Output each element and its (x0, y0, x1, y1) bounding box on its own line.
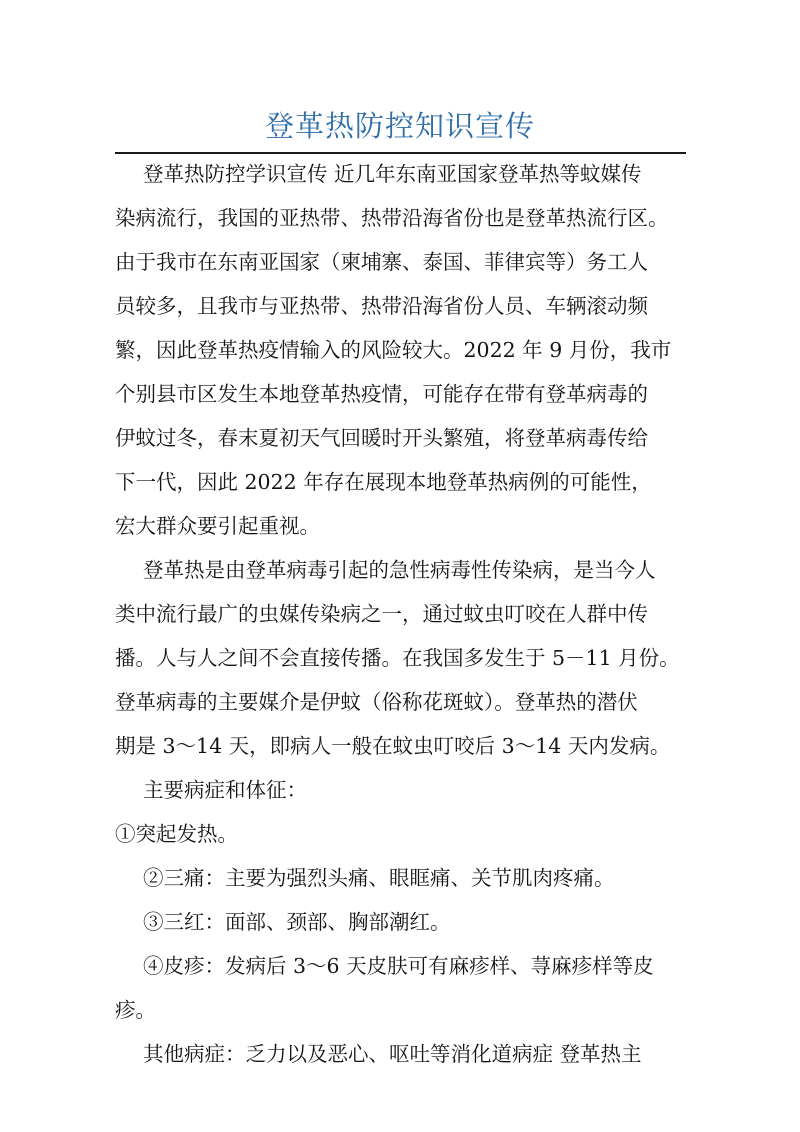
paragraph-line: 由于我市在东南亚国家（柬埔寨、泰国、菲律宾等）务工人 (115, 250, 648, 274)
paragraph-line: 期是 3～14 天，即病人一般在蚊虫叮咬后 3～14 天内发病。 (115, 734, 671, 758)
paragraph-line: 类中流行最广的虫媒传染病之一，通过蚊虫叮咬在人群中传 (115, 602, 648, 626)
list-item: ①突起发热。 (115, 822, 238, 846)
paragraph-line: 个别县市区发生本地登革热疫情，可能存在带有登革病毒的 (115, 382, 648, 406)
paragraph-line: 登革热是由登革病毒引起的急性病毒性传染病，是当今人 (143, 558, 656, 582)
list-item: ④皮疹：发病后 3～6 天皮肤可有麻疹样、荨麻疹样等皮 (143, 954, 654, 978)
list-item: ②三痛：主要为强烈头痛、眼眶痛、关节肌肉疼痛。 (143, 866, 615, 890)
paragraph-line: 登革病毒的主要媒介是伊蚊（俗称花斑蚊）。登革热的潜伏 (115, 690, 638, 714)
title-divider (115, 152, 686, 154)
paragraph-line: 染病流行，我国的亚热带、热带沿海省份也是登革热流行区。 (115, 206, 669, 230)
paragraph-line: 播。人与人之间不会直接传播。在我国多发生于 5－11 月份。 (115, 646, 680, 670)
paragraph-line: 伊蚊过冬，春末夏初天气回暖时开头繁殖，将登革病毒传给 (115, 426, 648, 450)
paragraph-line: 繁，因此登革热疫情输入的风险较大。2022 年 9 月份，我市 (115, 338, 672, 362)
list-item: ③三红：面部、颈部、胸部潮红。 (143, 910, 451, 934)
paragraph-line: 下一代，因此 2022 年存在展现本地登革热病例的可能性， (115, 470, 652, 494)
section-heading: 主要病症和体征： (143, 778, 307, 802)
paragraph-line: 登革热防控学识宣传 近几年东南亚国家登革热等蚊媒传 (143, 162, 642, 186)
document-title: 登革热防控知识宣传 (264, 109, 535, 143)
list-item-continuation: 疹。 (115, 998, 156, 1022)
paragraph-line: 员较多，且我市与亚热带、热带沿海省份人员、车辆滚动频 (115, 294, 648, 318)
paragraph-line: 宏大群众要引起重视。 (115, 514, 320, 538)
paragraph-line: 其他病症：乏力以及恶心、呕吐等消化道病症 登革热主 (143, 1042, 642, 1066)
